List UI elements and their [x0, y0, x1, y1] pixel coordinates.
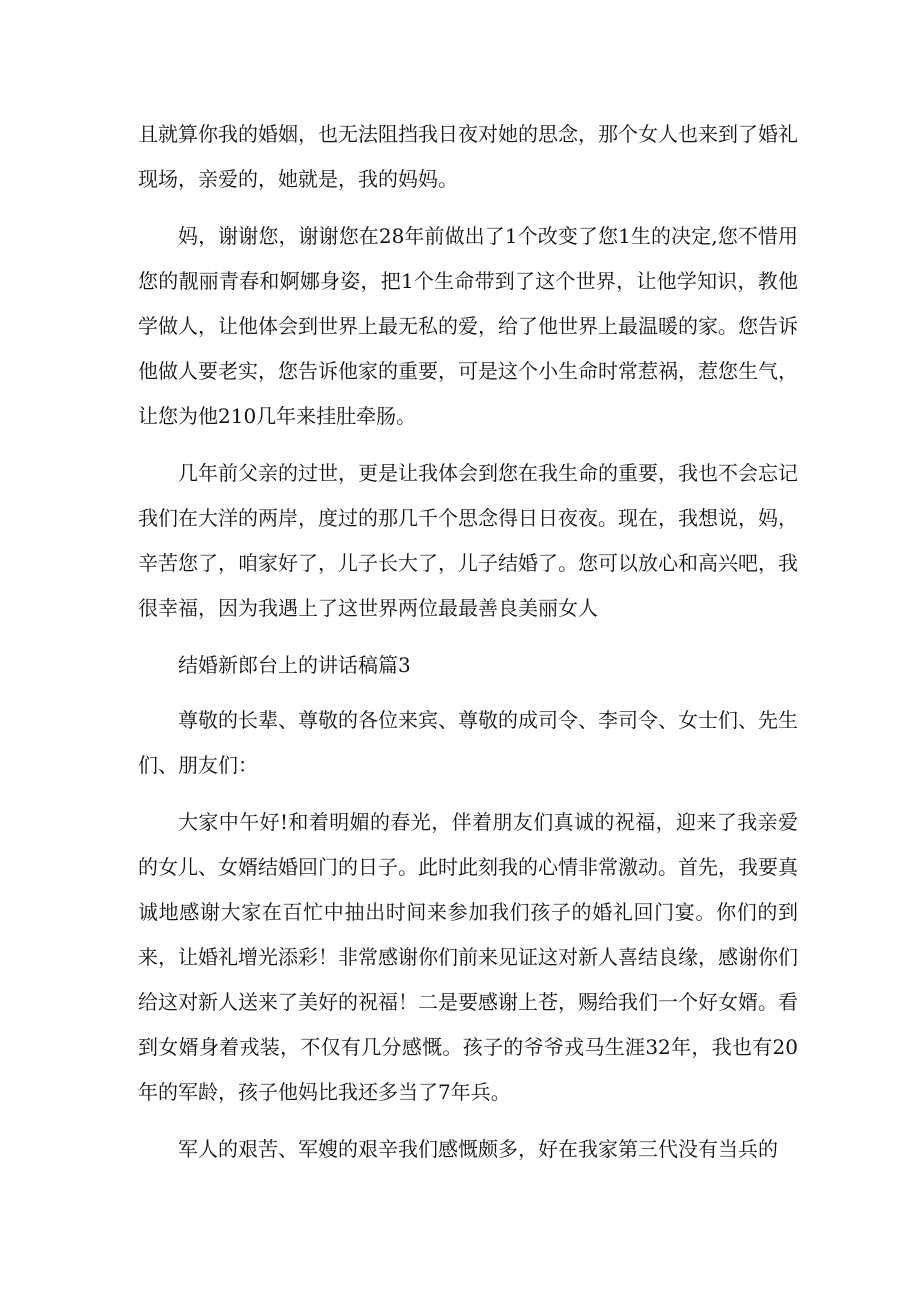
paragraph-greeting: 尊敬的长辈、尊敬的各位来宾、尊敬的成司令、李司令、女士们、先生们、朋友们： [138, 708, 798, 777]
paragraph-6: 军人的艰苦、军嫂的艰辛我们感慨颇多，好在我家第三代没有当兵的 [178, 1137, 778, 1161]
section-heading: 结婚新郎台上的讲话稿篇3 [178, 653, 411, 677]
paragraph-3: 几年前父亲的过世，更是让我体会到您在我生命的重要，我也不会忘记我们在大洋的两岸，度过的那几千个思念得日日夜夜。现在，我想说，妈，辛苦您了，咱家好了，儿子长大了，儿子结婚了。您可以放心和高兴吧，我很幸福，因为我遇上了这世界两位最最善良美丽女人 [138, 461, 798, 620]
paragraph-5: 大家中午好!和着明媚的春光，伴着朋友们真诚的祝福，迎来了我亲爱的女儿、女婿结婚回门的日子。此时此刻我的心情非常激动。首先，我要真诚地感谢大家在百忙中抽出时间来参加我们孩子的婚礼回门宴。你们的到来，让婚礼增光添彩！非常感谢你们前来见证这对新人喜结良缘，感谢你们给这对新人送来了美好的祝福！二是要感谢上苍，赐给我们一个好女婿。看到女婿身着戎装，不仅有几分感慨。孩子的爷爷戎马生涯32年，我也有20年的军龄，孩子他妈比我还多当了7年兵。 [138, 810, 798, 1104]
paragraph-1: 且就算你我的婚姻，也无法阻挡我日夜对她的思念，那个女人也来到了婚礼现场，亲爱的，她就是，我的妈妈。 [138, 122, 798, 191]
document-body [138, 112, 798, 1184]
paragraph-2: 妈，谢谢您，谢谢您在28年前做出了1个改变了您1生的决定,您不惜用您的靓丽青春和婀娜身姿，把1个生命带到了这个世界，让他学知识，教他学做人，让他体会到世界上最无私的爱，给了他世界上最温暖的家。您告诉他做人要老实，您告诉他家的重要，可是这个小生命时常惹祸，惹您生气，让您为他210几年来挂肚牵肠。 [138, 224, 798, 428]
